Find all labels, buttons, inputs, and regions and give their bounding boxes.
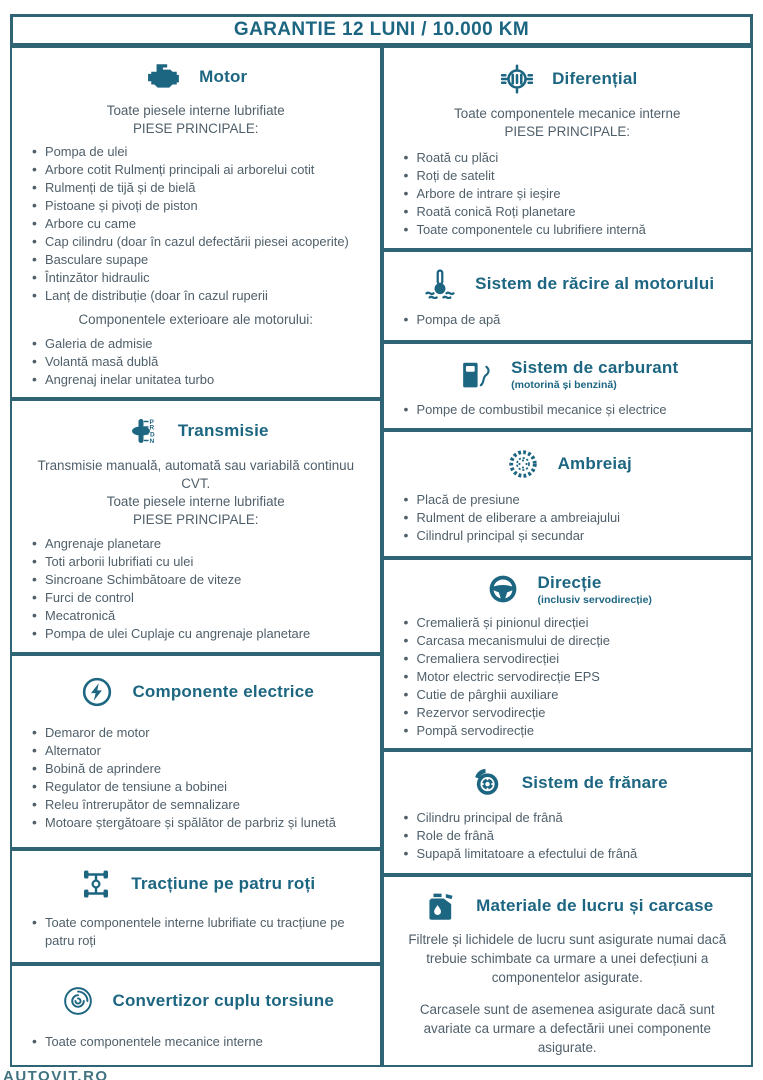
section-subtitle: (inclusiv servodirecție) (537, 593, 652, 606)
list-item: • Pompă servodirecție (404, 722, 744, 740)
list-item: • Bobină de aprindere (32, 760, 372, 778)
lightning-icon (77, 675, 117, 709)
bullet-list (18, 914, 374, 950)
paragraph: Carcasele sunt de asemenea asigurate dacă sunt avariate ca urmare a defectării unei componente asigurate. (419, 1002, 715, 1056)
section-sistem-racire (382, 250, 754, 342)
section-title: Direcție (537, 572, 602, 592)
list-item: • Toate componentele mecanice interne (32, 1033, 372, 1051)
intro-text (18, 102, 374, 138)
intro-line: PIESE PRINCIPALE: (132, 120, 259, 136)
clutch-disc-icon (503, 447, 543, 481)
section-title-wrap (558, 454, 632, 474)
engine-icon (144, 60, 184, 94)
brake-disc-icon (467, 766, 507, 800)
intro-line: Componentele exterioare ale motorului: (78, 312, 313, 328)
coolant-thermometer-icon (420, 267, 460, 301)
svg-text:D: D (149, 431, 155, 439)
list-item: • Supapă limitatoare a efectului de frână (404, 845, 744, 863)
fuel-pump-icon (456, 357, 496, 391)
section-header (390, 572, 746, 606)
section-header (18, 867, 374, 901)
section-header (18, 675, 374, 709)
list-item: • Motor electric servodirecție EPS (404, 668, 744, 686)
list-item: • Volantă masă dublă (32, 353, 372, 371)
list-item: • Toate componentele cu lubrifiere internă (404, 221, 744, 239)
list-item: • Arbore cotit Rulmenți principali ai arborelui cotit (32, 161, 372, 179)
bullet-list (18, 535, 374, 643)
section-ambreiaj (382, 430, 754, 558)
warranty-header (10, 14, 753, 46)
bullet-list (18, 724, 374, 832)
list-item: • Roți de satelit (404, 167, 744, 185)
warranty-table (10, 14, 753, 1067)
list-item: • Pompa de ulei Cuplaje cu angrenaje planetare (32, 625, 372, 643)
bullet-list (390, 491, 746, 545)
list-item: • Pompa de apă (404, 311, 744, 329)
intro-line: PIESE PRINCIPALE: (504, 124, 631, 139)
bullet-list (390, 149, 746, 239)
section-transmisie (10, 399, 382, 654)
list-item: • Mecatronică (32, 607, 372, 625)
list-item: • Angrenaj inelar unitatea turbo (32, 371, 372, 389)
list-item: • Toti arborii lubrifiati cu ulei (32, 553, 372, 571)
section-header (390, 889, 746, 923)
list-item: • Cap cilindru (doar în cazul defectării piesei acoperite) (32, 233, 372, 251)
section-title: Motor (199, 66, 248, 86)
intro-line: Toate componentele mecanice interne (454, 106, 681, 121)
list-item: • Furci de control (32, 589, 372, 607)
section-sistem-franare (382, 750, 754, 875)
section-title: Sistem de carburant (511, 357, 679, 377)
list-item: • Placă de presiune (404, 491, 744, 509)
left-column (10, 46, 382, 1067)
torque-converter-icon (58, 984, 98, 1018)
section-tractiune-patru-roti (10, 849, 382, 964)
section-header (390, 267, 746, 301)
svg-text:N: N (149, 437, 155, 445)
list-item: • Roată cu plăci (404, 149, 744, 167)
list-item: • Rulmenți de tijă și de bielă (32, 179, 372, 197)
steering-wheel-icon (483, 572, 523, 606)
section-title-wrap (538, 573, 652, 606)
section-directie (382, 558, 754, 750)
section-title-wrap (511, 358, 678, 391)
section-title-wrap (113, 991, 335, 1011)
intro-line: Transmisie manuală, automată sau variabilă continuu CVT. (37, 457, 355, 491)
section-title: Transmisie (177, 420, 269, 440)
section-header (390, 357, 746, 391)
list-item: • Pompa de ulei (32, 143, 372, 161)
intro-text (390, 105, 746, 141)
intro-line: Toate piesele interne lubrifiate (106, 102, 285, 118)
list-item: • Regulator de tensiune a bobinei (32, 778, 372, 796)
list-item: • Galeria de admisie (32, 335, 372, 353)
section-header (18, 60, 374, 94)
oil-canister-icon (421, 889, 461, 923)
section-header (18, 984, 374, 1018)
gear-shifter-icon (123, 414, 163, 448)
list-item: • Angrenaje planetare (32, 535, 372, 553)
list-item: • Motoare ștergătoare și spălător de parbriz și lunetă (32, 814, 372, 832)
list-item: • Arbore de intrare și ieșire (404, 185, 744, 203)
list-item: • Arbore cu came (32, 215, 372, 233)
section-title-wrap (178, 421, 269, 441)
section-title: Convertizor cuplu torsiune (112, 991, 334, 1011)
section-header (390, 766, 746, 800)
list-item: • Sincroane Schimbătoare de viteze (32, 571, 372, 589)
section-subtitle: (motorină și benzină) (511, 378, 617, 391)
paragraphs (390, 930, 746, 1057)
list-item: • Rulment de eliberare a ambreiajului (404, 509, 744, 527)
section-title-wrap (132, 682, 314, 702)
right-column (382, 46, 754, 1067)
section-title: Sistem de frănare (521, 772, 668, 792)
section-header (390, 62, 746, 96)
list-item: • Toate componentele interne lubrifiate cu tracțiune pe patru roți (32, 914, 372, 950)
svg-text:R: R (149, 424, 155, 432)
intro-text (18, 311, 374, 329)
list-item: • Întinzător hidraulic (32, 269, 372, 287)
intro-line: Toate piesele interne lubrifiate (106, 493, 285, 509)
section-title: Materiale de lucru și carcase (476, 895, 714, 915)
intro-line: PIESE PRINCIPALE: (132, 511, 259, 527)
intro-text (18, 457, 374, 529)
list-item: • Cilindrul principal și secundar (404, 527, 744, 545)
svg-text:P: P (149, 418, 154, 426)
list-item: • Alternator (32, 742, 372, 760)
list-item: • Cilindru principal de frână (404, 809, 744, 827)
section-header (390, 447, 746, 481)
section-title-wrap (522, 773, 668, 793)
section-diferential (382, 46, 754, 250)
section-sistem-carburant (382, 342, 754, 430)
list-item: • Cremalieră și pinionul direcției (404, 614, 744, 632)
section-title: Ambreiaj (557, 453, 632, 473)
bullet-list (390, 401, 746, 419)
bullet-list (390, 614, 746, 740)
section-materiale-lucru (382, 875, 754, 1067)
section-convertizor-cuplu (10, 964, 382, 1067)
section-title: Sistem de răcire al motorului (475, 273, 715, 293)
columns (10, 46, 753, 1067)
list-item: • Basculare supape (32, 251, 372, 269)
section-componente-electrice (10, 654, 382, 849)
watermark: AUTOVIT.RO (3, 1068, 109, 1080)
section-title: Diferențial (552, 68, 638, 88)
drivetrain-icon (76, 867, 116, 901)
section-header (18, 414, 374, 448)
section-title-wrap (476, 896, 713, 916)
paragraph: Filtrele și lichidele de lucru sunt asigurate numai dacă trebuie schimbate ca urmare a unei defecțiuni a componentelor asigurate. (408, 932, 727, 986)
list-item: • Carcasa mecanismului de direcție (404, 632, 744, 650)
list-item: • Role de frână (404, 827, 744, 845)
section-title-wrap (199, 67, 247, 87)
list-item: • Pompe de combustibil mecanice și electrice (404, 401, 744, 419)
list-item: • Cremaliera servodirecției (404, 650, 744, 668)
bullet-list (18, 335, 374, 389)
section-title-wrap (131, 874, 315, 894)
bullet-list (18, 143, 374, 305)
section-motor (10, 46, 382, 399)
bullet-list (18, 1033, 374, 1051)
warranty-title: GARANTIE 12 LUNI / 10.000 KM (233, 19, 530, 40)
section-title: Componente electrice (132, 682, 315, 701)
list-item: • Pistoane și pivoți de piston (32, 197, 372, 215)
list-item: • Releu întrerupător de semnalizare (32, 796, 372, 814)
list-item: • Rezervor servodirecție (404, 704, 744, 722)
differential-icon (497, 62, 537, 96)
section-title-wrap (475, 274, 714, 294)
list-item: • Cutie de pârghii auxiliare (404, 686, 744, 704)
list-item: • Roată conică Roți planetare (404, 203, 744, 221)
list-item: • Lanț de distribuție (doar în cazul ruperii (32, 287, 372, 305)
list-item: • Demaror de motor (32, 724, 372, 742)
bullet-list (390, 809, 746, 863)
section-title-wrap (552, 69, 637, 89)
section-title: Tracțiune pe patru roți (131, 874, 316, 894)
bullet-list (390, 311, 746, 329)
